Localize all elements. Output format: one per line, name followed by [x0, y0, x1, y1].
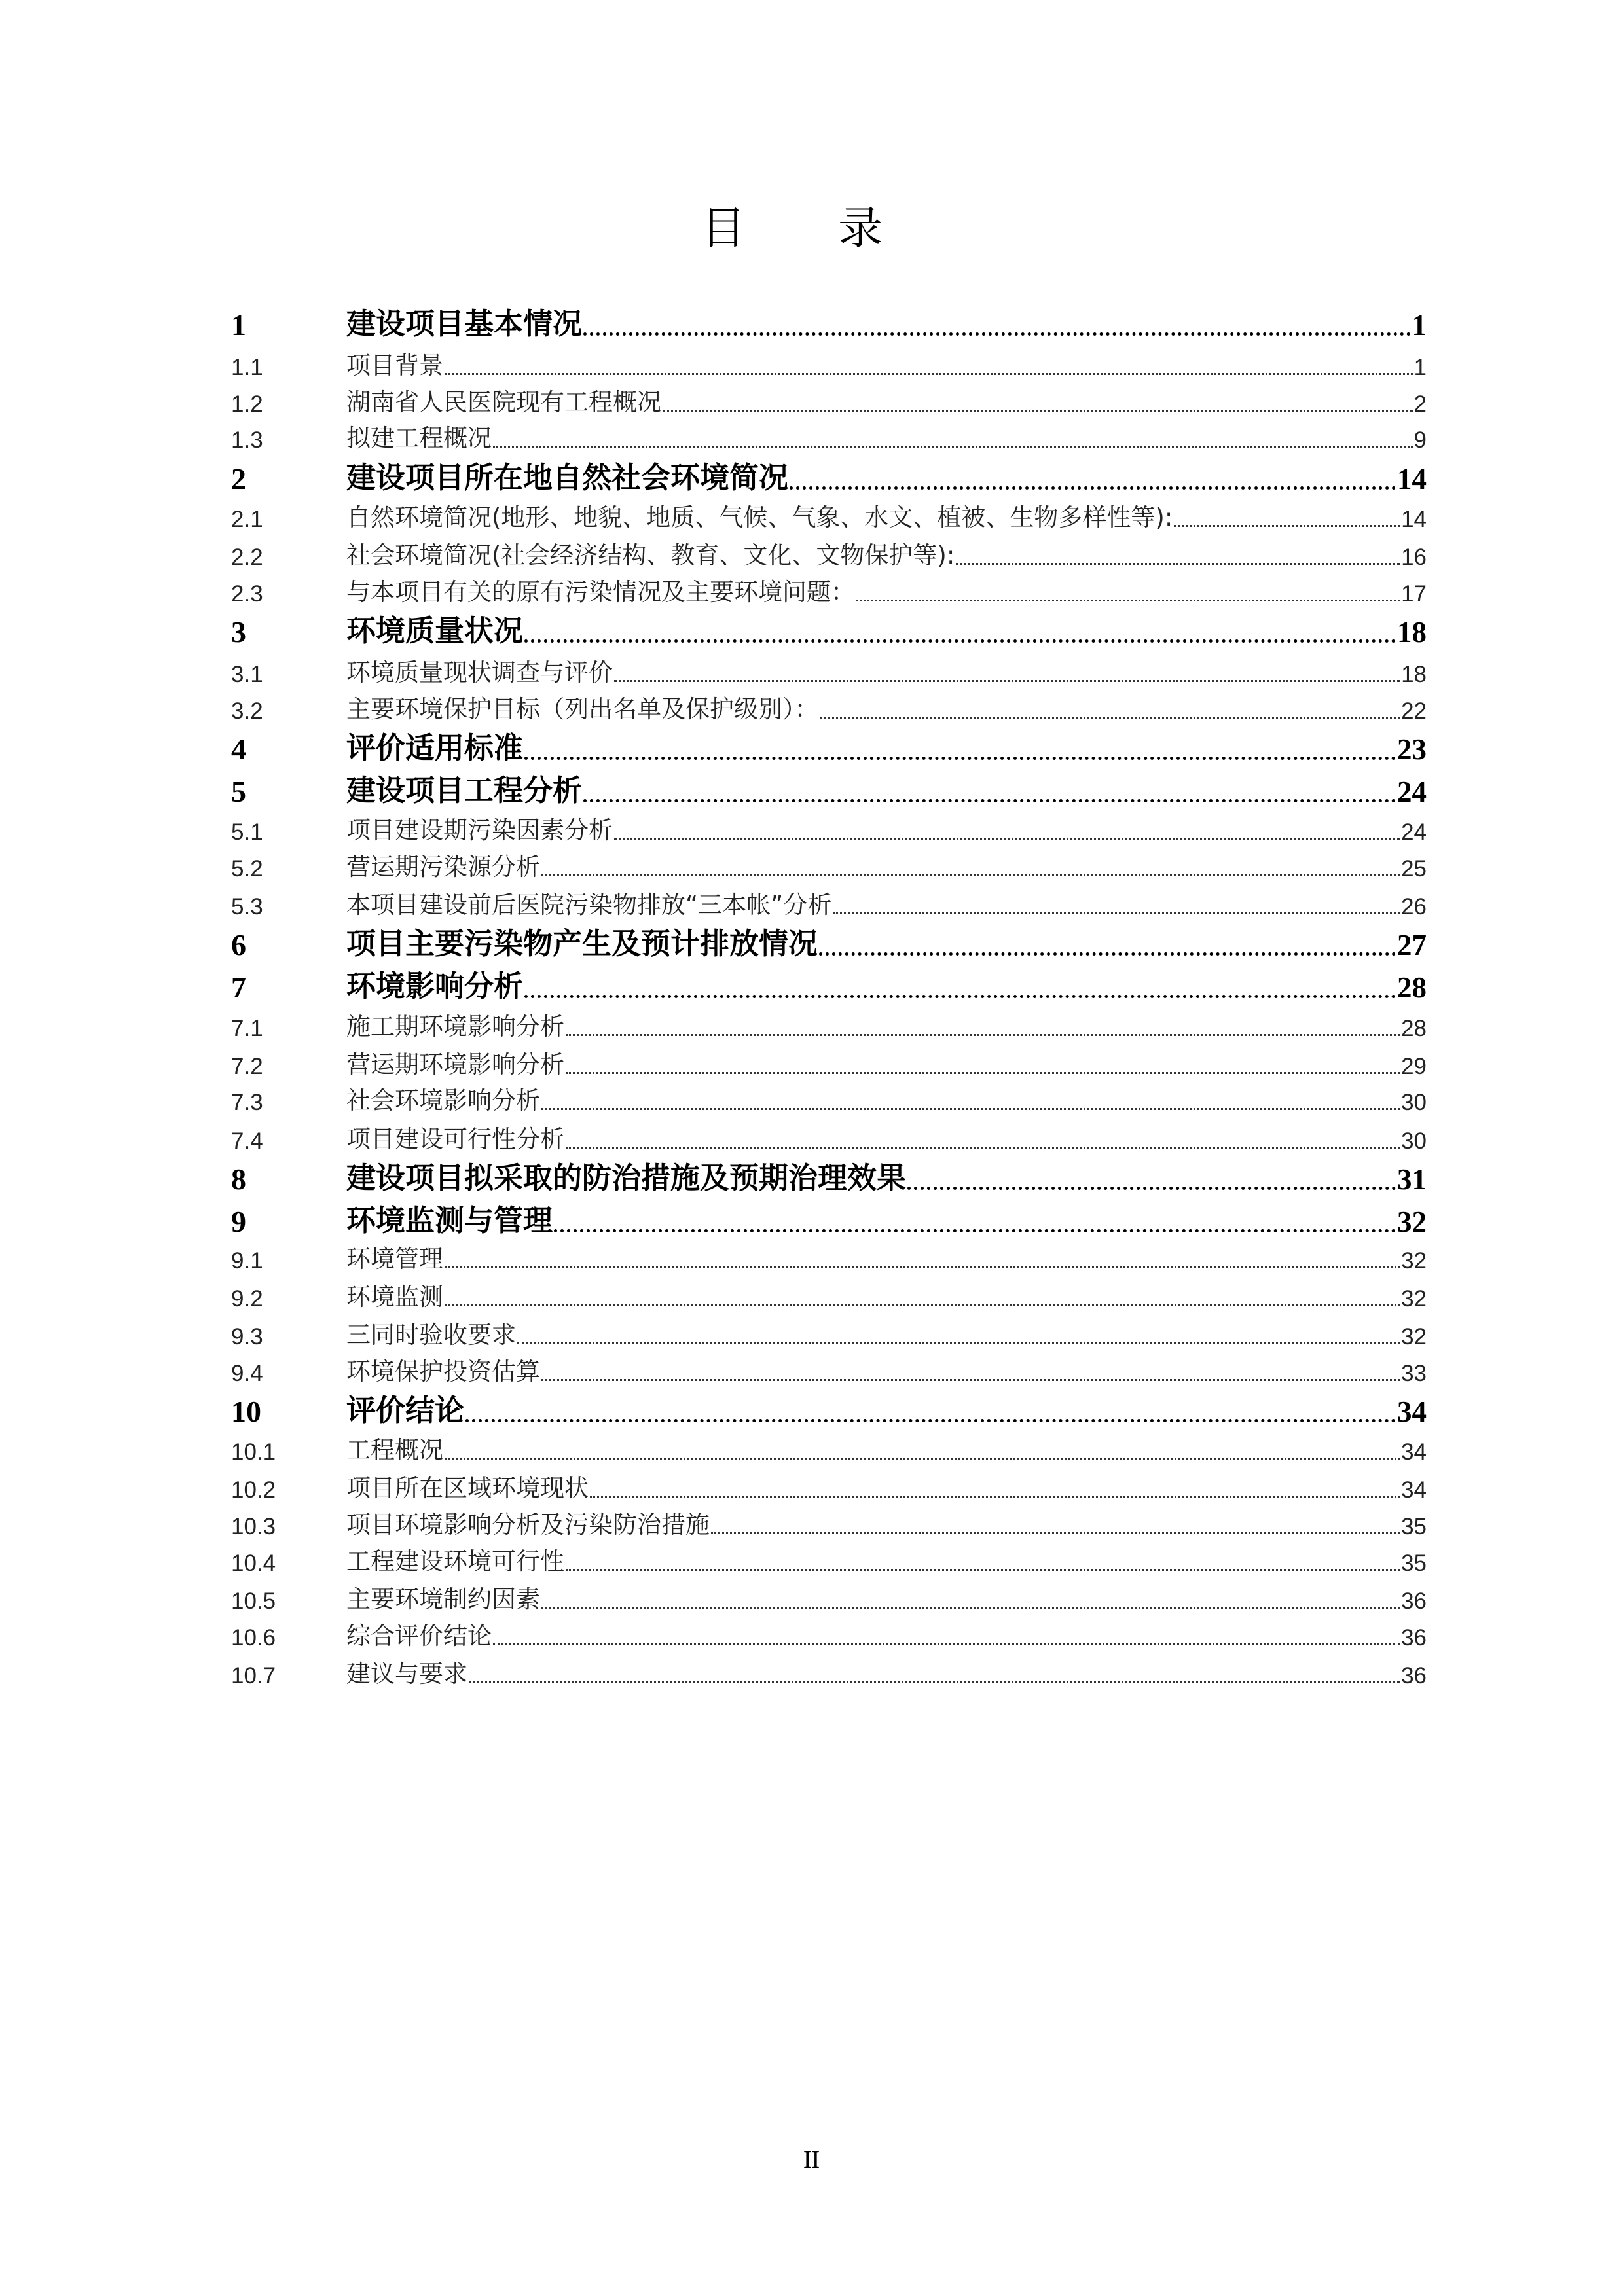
dot-leader	[469, 1681, 1400, 1683]
toc-entry-number: 2.2	[231, 545, 263, 570]
toc-entry-title: 三同时验收要求	[346, 1321, 516, 1349]
dot-leader	[445, 373, 1413, 375]
toc-entry[interactable]	[231, 850, 1427, 882]
dot-leader	[566, 1569, 1400, 1571]
toc-entry[interactable]	[231, 348, 1427, 381]
toc-entry-page: 9	[1413, 427, 1427, 453]
dot-leader	[566, 1072, 1400, 1074]
toc-entry-number: 1.3	[231, 427, 263, 453]
toc-entry-page: 22	[1401, 698, 1427, 724]
toc-entry-title: 主要环境保护目标（列出名单及保护级别）：	[346, 695, 819, 723]
toc-entry-title: 环境管理	[346, 1245, 443, 1273]
dot-leader	[590, 1496, 1400, 1498]
toc-entry-title: 建议与要求	[346, 1660, 467, 1688]
toc-entry[interactable]	[231, 1122, 1427, 1155]
toc-entry-number: 1.2	[231, 391, 263, 417]
toc-entry-title: 评价适用标准	[346, 730, 524, 765]
toc-entry-title: 工程建设环境可行性	[346, 1547, 564, 1575]
toc-entry-number: 7.3	[231, 1090, 263, 1115]
dot-leader	[583, 799, 1396, 802]
toc-entry-title: 项目环境影响分析及污染防治措施	[346, 1511, 710, 1539]
dot-leader	[465, 1419, 1396, 1422]
toc-entry-title: 环境监测	[346, 1283, 443, 1311]
toc-entry-number: 1	[231, 308, 246, 342]
toc-entry-title: 环境质量状况	[346, 613, 524, 648]
toc-entry-page: 32	[1401, 1324, 1427, 1350]
toc-entry-page: 30	[1401, 1090, 1427, 1115]
toc-entry-number: 7.4	[231, 1128, 263, 1154]
toc-entry-title: 环境监测与管理	[346, 1203, 553, 1238]
toc-entry[interactable]	[231, 1471, 1427, 1503]
toc-entry-number: 5.1	[231, 819, 263, 845]
toc-entry-page: 36	[1401, 1625, 1427, 1651]
toc-entry-page: 24	[1397, 776, 1427, 808]
toc-entry-number: 9	[231, 1205, 246, 1238]
toc-entry[interactable]	[231, 1280, 1427, 1312]
toc-entry-page: 36	[1401, 1588, 1427, 1614]
dot-leader	[711, 1532, 1400, 1534]
toc-entry-page: 34	[1401, 1439, 1427, 1465]
toc-entry[interactable]	[231, 611, 1427, 649]
toc-entry[interactable]	[231, 1354, 1427, 1387]
toc-entry-number: 1.1	[231, 355, 263, 380]
toc-entry-page: 32	[1401, 1248, 1427, 1274]
toc-entry-number: 9.1	[231, 1248, 263, 1274]
dot-leader	[819, 952, 1396, 956]
toc-entry[interactable]	[231, 813, 1427, 846]
toc-entry-page: 18	[1397, 616, 1427, 649]
toc-entry[interactable]	[231, 655, 1427, 688]
toc-entry-page: 34	[1397, 1395, 1427, 1428]
dot-leader	[856, 600, 1400, 601]
toc-entry-page: 33	[1401, 1361, 1427, 1386]
toc-entry-title: 社会环境简况(社会经济结构、教育、文化、文物保护等):	[346, 541, 955, 569]
toc-entry-title: 营运期污染源分析	[346, 853, 540, 881]
dot-leader	[1174, 525, 1400, 527]
dot-leader	[614, 838, 1400, 840]
toc-entry[interactable]	[231, 1657, 1427, 1689]
toc-entry[interactable]	[231, 458, 1427, 496]
toc-entry[interactable]	[231, 1158, 1427, 1196]
dot-leader	[524, 757, 1396, 760]
toc-entry-page: 29	[1401, 1054, 1427, 1079]
page-number: II	[803, 2146, 820, 2174]
toc-entry[interactable]	[231, 538, 1427, 571]
toc-entry-number: 7	[231, 971, 246, 1004]
dot-leader	[445, 1458, 1400, 1460]
toc-entry-number: 4	[231, 732, 246, 766]
toc-entry-number: 5.3	[231, 894, 263, 920]
toc-entry-title: 建设项目工程分析	[346, 773, 583, 808]
dot-leader	[956, 563, 1400, 565]
toc-entry-page: 14	[1401, 507, 1427, 532]
toc-entry-number: 2	[231, 462, 246, 495]
toc-entry-title: 主要环境制约因素	[346, 1585, 540, 1613]
toc-entry-page: 14	[1397, 463, 1427, 495]
dot-leader	[541, 874, 1400, 876]
toc-entry[interactable]	[231, 421, 1427, 454]
toc-entry[interactable]	[231, 575, 1427, 607]
dot-leader	[517, 1342, 1400, 1344]
toc-entry-page: 16	[1401, 545, 1427, 570]
toc-entry-number: 10.1	[231, 1439, 276, 1465]
toc-entry-number: 10.4	[231, 1551, 276, 1576]
toc-entry[interactable]	[231, 924, 1427, 962]
toc-entry-number: 7.2	[231, 1054, 263, 1079]
toc-entry-page: 32	[1401, 1286, 1427, 1312]
toc-entry-number: 9.3	[231, 1324, 263, 1350]
dot-leader	[524, 995, 1396, 998]
toc-entry[interactable]	[231, 1083, 1427, 1116]
toc-entry-number: 3.2	[231, 698, 263, 724]
dot-leader	[566, 1034, 1400, 1036]
toc-entry-title: 社会环境影响分析	[346, 1086, 540, 1115]
toc-entry-number: 5.2	[231, 856, 263, 882]
toc-entry-title: 环境保护投资估算	[346, 1357, 540, 1386]
toc-entry[interactable]	[231, 304, 1427, 342]
dot-leader	[554, 1229, 1396, 1232]
toc-entry-page: 23	[1397, 733, 1427, 766]
toc-entry-number: 2.1	[231, 507, 263, 532]
toc-entry-page: 18	[1401, 662, 1427, 687]
toc-entry-title: 自然环境简况(地形、地貌、地质、气候、气象、水文、植被、生物多样性等):	[346, 503, 1173, 531]
toc-entry-title: 营运期环境影响分析	[346, 1050, 564, 1079]
toc-entry-page: 30	[1401, 1128, 1427, 1154]
toc-entry-page: 28	[1401, 1016, 1427, 1041]
toc-entry-number: 10.3	[231, 1514, 276, 1539]
toc-entry-page: 35	[1401, 1551, 1427, 1576]
toc-entry-number: 3.1	[231, 662, 263, 687]
toc-entry[interactable]	[231, 967, 1427, 1005]
toc-entry-title: 项目建设可行性分析	[346, 1125, 564, 1153]
toc-entry[interactable]	[231, 1009, 1427, 1042]
toc-entry-number: 2.3	[231, 581, 263, 607]
toc-entry-title: 环境质量现状调查与评价	[346, 658, 613, 687]
toc-entry-title: 拟建工程概况	[346, 424, 492, 452]
toc-entry-page: 31	[1397, 1163, 1427, 1196]
toc-entry-number: 3	[231, 615, 246, 649]
toc-entry-number: 7.1	[231, 1016, 263, 1041]
toc-entry-title: 建设项目所在地自然社会环境简况	[346, 460, 789, 495]
toc-entry-number: 9.2	[231, 1286, 263, 1312]
toc-entry-number: 10.6	[231, 1625, 276, 1651]
dot-leader	[566, 1147, 1400, 1149]
toc-entry-title: 评价结论	[346, 1393, 465, 1427]
toc-entry[interactable]	[231, 500, 1427, 533]
toc-entry[interactable]	[231, 385, 1427, 418]
dot-leader	[493, 1643, 1400, 1645]
dot-leader	[445, 1266, 1400, 1268]
toc-entry-title: 湖南省人民医院现有工程概况	[346, 388, 661, 416]
toc-entry[interactable]	[231, 1507, 1427, 1540]
toc-entry[interactable]	[231, 1242, 1427, 1274]
toc-entry-page: 34	[1401, 1477, 1427, 1503]
toc-entry-title: 工程概况	[346, 1436, 443, 1464]
dot-leader	[907, 1187, 1396, 1190]
toc-entry-number: 10	[231, 1395, 261, 1428]
toc-entry-title: 建设项目拟采取的防治措施及预期治理效果	[346, 1160, 907, 1195]
toc-entry-number: 6	[231, 928, 246, 961]
toc-entry[interactable]	[231, 1582, 1427, 1615]
dot-leader	[493, 446, 1413, 448]
toc-entry[interactable]	[231, 888, 1427, 920]
toc-entry-page: 24	[1401, 819, 1427, 845]
toc-entry-number: 10.2	[231, 1477, 276, 1503]
toc-entry[interactable]	[231, 1201, 1427, 1239]
toc-entry-page: 36	[1401, 1663, 1427, 1689]
toc-entry[interactable]	[231, 1544, 1427, 1577]
toc-entry-title: 环境影响分析	[346, 969, 524, 1003]
dot-leader	[614, 680, 1400, 682]
dot-leader	[820, 717, 1400, 719]
toc-entry-number: 8	[231, 1162, 246, 1196]
toc-entry[interactable]	[231, 1318, 1427, 1350]
toc-entry[interactable]	[231, 692, 1427, 725]
toc-entry-page: 28	[1397, 971, 1427, 1004]
toc-entry-title: 施工期环境影响分析	[346, 1013, 564, 1041]
toc-entry-title: 与本项目有关的原有污染情况及主要环境问题：	[346, 578, 855, 606]
toc-entry-number: 9.4	[231, 1361, 263, 1386]
toc-entry[interactable]	[231, 728, 1427, 766]
toc-entry-page: 1	[1413, 355, 1427, 380]
toc-entry-number: 5	[231, 775, 246, 808]
toc-entry[interactable]	[231, 771, 1427, 809]
toc-entry-page: 35	[1401, 1514, 1427, 1539]
toc-entry-page: 32	[1397, 1206, 1427, 1238]
dot-leader	[445, 1304, 1400, 1306]
dot-leader	[663, 410, 1413, 412]
dot-leader	[541, 1379, 1400, 1381]
toc-entry[interactable]	[231, 1619, 1427, 1651]
dot-leader	[583, 332, 1410, 336]
dot-leader	[833, 912, 1400, 914]
toc-entry-page: 25	[1401, 856, 1427, 882]
toc-entry[interactable]	[231, 1391, 1427, 1429]
toc-entry-title: 建设项目基本情况	[346, 306, 583, 341]
toc-entry-page: 27	[1397, 929, 1427, 961]
toc-entry-title: 项目主要污染物产生及预计排放情况	[346, 926, 818, 961]
dot-leader	[541, 1108, 1400, 1110]
toc-entry-title: 本项目建设前后医院污染物排放“三本帐”分析	[346, 891, 832, 919]
toc-entry[interactable]	[231, 1047, 1427, 1080]
toc-entry-page: 2	[1413, 391, 1427, 417]
toc-entry-number: 10.7	[231, 1663, 276, 1689]
toc-entry-title: 项目所在区域环境现状	[346, 1474, 589, 1502]
toc-title: 目 录	[701, 203, 922, 255]
toc-entry-page: 1	[1412, 309, 1427, 342]
toc-entry-title: 综合评价结论	[346, 1622, 492, 1650]
toc-entry-page: 17	[1401, 581, 1427, 607]
toc-entry[interactable]	[231, 1433, 1427, 1465]
dot-leader	[524, 639, 1396, 643]
dot-leader	[541, 1607, 1400, 1609]
toc-entry-number: 10.5	[231, 1588, 276, 1614]
toc-entry-title: 项目建设期污染因素分析	[346, 816, 613, 844]
dot-leader	[790, 486, 1396, 490]
toc-entry-title: 项目背景	[346, 351, 443, 380]
toc-entry-page: 26	[1401, 894, 1427, 920]
